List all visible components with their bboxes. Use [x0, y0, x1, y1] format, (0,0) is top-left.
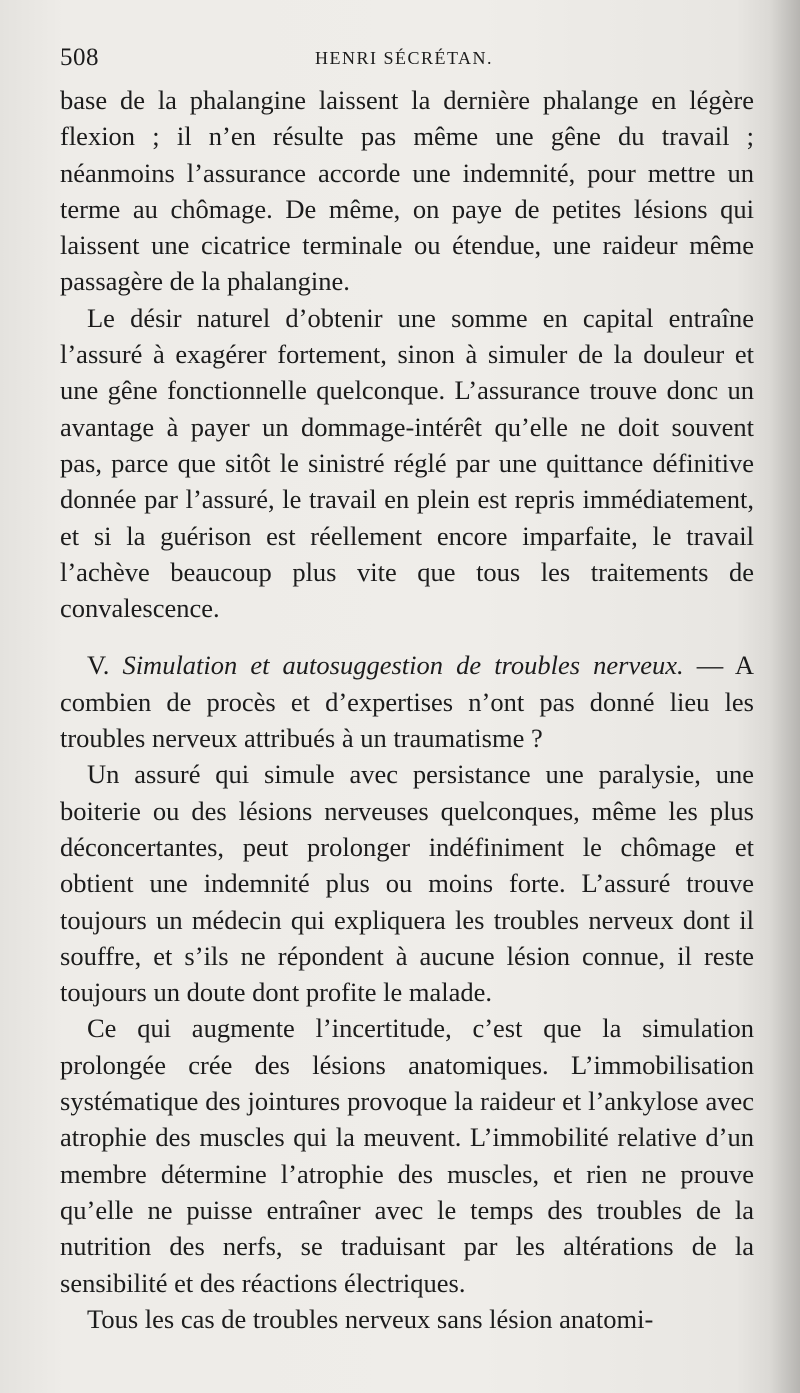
page-header	[60, 44, 760, 74]
page-number: 508	[60, 44, 99, 71]
paragraph-continuation: base de la phalangine laissent la dernière phalange en légère flexion ; il n’en résulte pas même une gêne du travail ; néanmoins l’assurance accorde une indemnité, pour mettre un terme au chômage. De même, on paye de petites lésions qui laissent une cicatrice terminale ou étendue, une raideur même passagère de la phalangine.	[60, 85, 754, 297]
section-number: V.	[87, 650, 110, 681]
running-head: HENRI SÉCRÉTAN.	[315, 48, 494, 68]
paragraph: Ce qui augmente l’incertitude, c’est que la simulation prolongée crée des lésions anatomiques. L’immobilisation systématique des jointures provoque la raideur et l’ankylose avec atrophie des muscles qui la meuvent. L’immobilité relative d’un membre détermine l’atrophie des muscles, et rien ne prouve qu’elle ne puisse entraîner avec le temps des troubles de la nutrition des nerfs, se traduisant par les altérations de la sensibilité et des réactions électriques.	[60, 1013, 754, 1298]
page-edge-shadow	[770, 0, 800, 1393]
section-title: Simulation et autosuggestion de troubles nerveux.	[122, 650, 684, 681]
section-lead: A combien de procès et d’expertises n’ont pas donné lieu les troubles nerveux attribués à un traumatisme ?	[60, 650, 754, 754]
paragraph-truncated: Tous les cas de troubles nerveux sans lésion anatomi-	[87, 1303, 654, 1334]
section-heading-paragraph	[60, 647, 754, 756]
paragraph: Un assuré qui simule avec persistance une paralysie, une boiterie ou des lésions nerveuses quelconques, même les plus déconcertantes, peut prolonger indéfiniment le chômage et obtient une indemnité plus ou moins forte. L’assuré trouve toujours un médecin qui expliquera les troubles nerveux dont il souffre, et s’ils ne répondent à aucune lésion connue, il reste toujours un doute dont profite le malade.	[60, 759, 754, 1008]
body-text	[60, 82, 754, 1337]
section-dash: —	[683, 650, 724, 681]
paragraph: Le désir naturel d’obtenir une somme en capital entraîne l’assuré à exagérer fortement, sinon à simuler de la douleur et une gêne fonctionnelle quelconque. L’assurance trouve donc un avantage à payer un dommage-intérêt qu’elle ne doit souvent pas, parce que sitôt le sinistré réglé par une quittance définitive donnée par l’assuré, le travail en plein est repris immédiatement, et si la guérison est réellement encore imparfaite, le travail l’achève beaucoup plus vite que tous les traitements de convalescence.	[60, 302, 754, 624]
